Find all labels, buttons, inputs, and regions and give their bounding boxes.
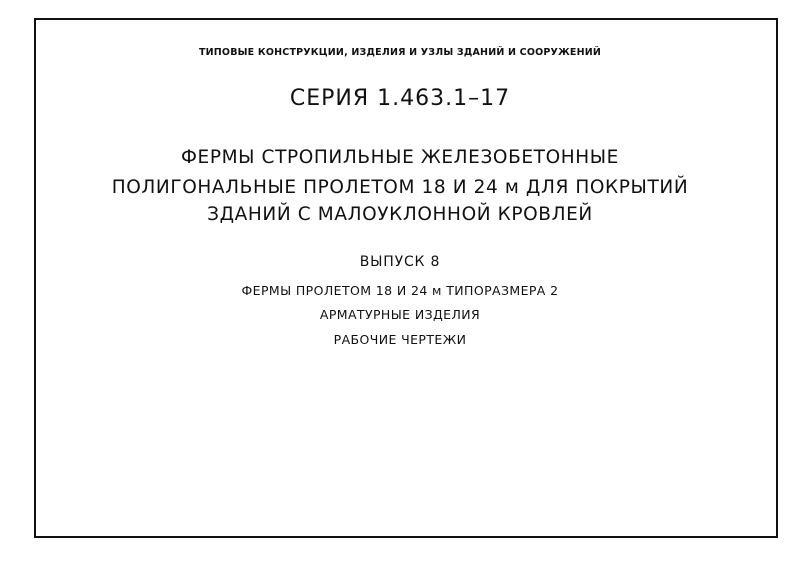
series-number: СЕРИЯ 1.463.1–17 <box>289 86 511 111</box>
subtitle-line-2: АРМАТУРНЫЕ ИЗДЕЛИЯ <box>319 307 481 322</box>
title-line-3: ЗДАНИЙ С МАЛОУКЛОННОЙ КРОВЛЕЙ <box>207 204 593 225</box>
issue-number: ВЫПУСК 8 <box>359 254 441 270</box>
title-line-1: ФЕРМЫ СТРОПИЛЬНЫЕ ЖЕЛЕЗОБЕТОННЫЕ <box>181 147 619 168</box>
subtitle-line-1: ФЕРМЫ ПРОЛЕТОМ 18 И 24 м ТИПОРАЗМЕРА 2 <box>241 283 559 298</box>
subtitle-line-3: РАБОЧИЕ ЧЕРТЕЖИ <box>333 332 467 347</box>
document-header: ТИПОВЫЕ КОНСТРУКЦИИ, ИЗДЕЛИЯ И УЗЛЫ ЗДАНИЙ И СООРУЖЕНИЙ <box>198 47 602 58</box>
title-line-2: ПОЛИГОНАЛЬНЫЕ ПРОЛЕТОМ 18 И 24 м ДЛЯ ПОКРЫТИЙ <box>111 177 689 198</box>
